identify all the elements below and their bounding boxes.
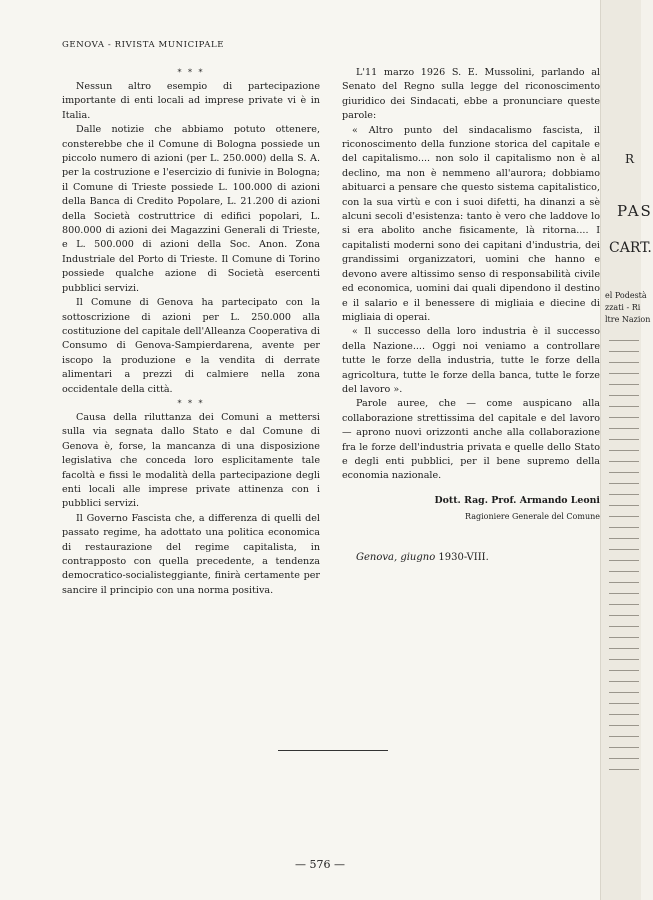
paragraph: L'11 marzo 1926 S. E. Mussolini, parlando al Senato del Regno sulla legge del riconoscimento giuridico dei Sindacati, ebbe a pronunciare queste parole: (342, 67, 600, 122)
quotation-paragraph: « Il successo della loro industria è il successo della Nazione.... Oggi noi veniamo a controllare tutte le forze della industria, tutte le forze della agricoltura, tutte le forze della banca, tutte le forze del lavoro ». (342, 326, 600, 395)
left-column (62, 66, 320, 598)
running-header: GENOVA - RIVISTA MUNICIPALE (62, 40, 224, 50)
place-date (342, 551, 600, 565)
paragraph: Nessun altro esempio di partecipazione importante di enti locali ad imprese private vi è in Italia. (62, 81, 320, 121)
paragraph: Parole auree, che — come auspicano alla collaborazione strettissima del capitale e del lavoro — aprono nuovi orizzonti anche alla collaborazione fra le forze dell'industria privata e quelle dello Stato e degli enti pubblici, per il bene supremo della economia nazionale. (342, 398, 600, 482)
adjacent-text-block (605, 290, 650, 326)
quotation-paragraph: « Altro punto del sindacalismo fascista, il riconoscimento della funzione storica del capitale e del capitalismo.... non solo il capitalismo non è al declino, ma non è nemmeno all'aurora; dobbiamo abituarci a pensare che questo sistema capitalistico, con la sua virtù e con i suoi difetti, ha dinanzi a sè alcuni secoli d'esistenza: tanto è vero che laddove lo si era abolito anche fisicamente, là ritorna.... I capitalisti moderni sono dei capitani d'industria, dei grandissimi organizzatori, uomini che hanno e devono avere altissimo senso di responsabilità civile ed economica, uomini dai quali dipendono il destino e il salario e il benessere di migliaia e diecine di migliaia di operai. (342, 124, 600, 323)
adjacent-text: R (625, 152, 635, 166)
paragraph: Il Governo Fascista che, a differenza di quelli del passato regime, ha adottato una politica economica di restaurazione del regime capitalista, in contrapposto con quella precedente, a tendenza democratico-socialisteggiante, finirà certamente per sancire il principio con una norma positiva. (62, 512, 320, 596)
page-number: — 576 — (295, 858, 345, 871)
adjacent-text-lines (609, 340, 639, 780)
footnote-divider (278, 750, 388, 751)
paragraph: Il Comune di Genova ha partecipato con la sottoscrizione di azioni per L. 250.000 alla costituzione del capitale dell'Alleanza Cooperativa di Consumo di Genova-Sampierdarena, avente per iscopo la produzione e la vendita di derrate alimentari a prezzi di calmiere nella zona occidentale della città. (62, 297, 320, 395)
adjacent-text: zzati - Ri (605, 303, 641, 312)
adjacent-text: ltre Nazion (605, 315, 651, 324)
adjacent-text: el Podestà (605, 291, 647, 300)
adjacent-text: PAS (617, 202, 653, 220)
author-title: Ragioniere Generale del Comune (465, 512, 600, 522)
place-date-year: 1930-VIII. (435, 551, 489, 563)
section-separator: * * * (177, 68, 205, 77)
place-date-italic: Genova, giugno (356, 551, 436, 563)
section-separator: * * * (177, 398, 205, 408)
paragraph: Dalle notizie che abbiamo potuto ottenere, consterebbe che il Comune di Bologna possiede un piccolo numero di azioni (per L. 250.000) della S. A. per la costruzione e l'esercizio di funivie in Bologna; il Comune di Trieste possiede L. 100.000 di azioni della Banca di Credito Popolare, L. 21.200 di azioni della Società costruttrice di edifici popolari, L. 800.000 di azioni dei Magazzini Generali di Trieste, e L. 500.000 di azioni della Soc. Anon. Zona Industriale del Porto di Trieste. Il Comune di Torino possiede qualche azione di Società esercenti pubblici servizi. (62, 124, 320, 294)
author-signature: Dott. Rag. Prof. Armando Leoni (434, 494, 600, 506)
right-column (342, 66, 600, 565)
adjacent-page-edge (600, 0, 653, 900)
adjacent-text: CART. (609, 240, 652, 256)
paragraph: Causa della riluttanza dei Comuni a mettersi sulla via segnata dallo Stato e dal Comune di Genova è, forse, la mancanza di una disposizione legislativa che conceda loro esplicitamente tale facoltà e fissi le modalità della partecipazione degli enti locali alle imprese private attinenza con i pubblici servizi. (62, 411, 320, 510)
